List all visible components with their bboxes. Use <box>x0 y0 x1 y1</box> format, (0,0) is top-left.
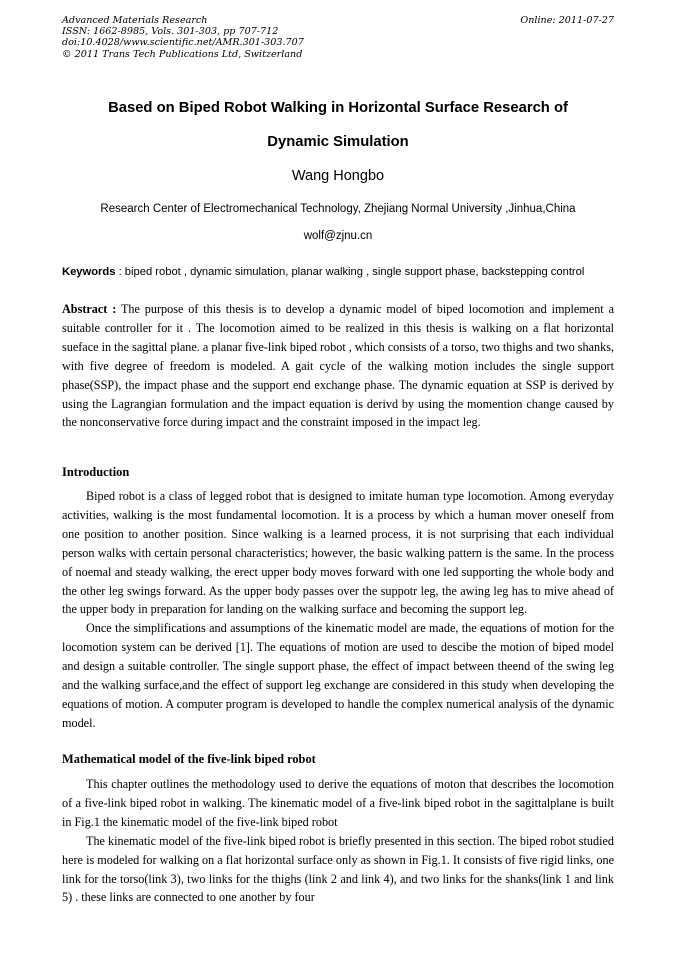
intro-paragraph-1: Biped robot is a class of legged robot that is designed to imitate human type locomotion. Among everyday activities, walking is the most fundamental locomotion. It is a process by which a human mover oneself from one position to another position. Since walking is a learned process, it is not surprising that each individual person walks with certain personal characteristics; however, the basic walking pattern is the same. In the process of noemal and steady walking, the erect upper body moves forward with one led supporting the whole body and the other leg swings forward. As the upper body passes over the suppotr leg, the awing leg has to mive ahead of the upper body in preparation for landing on the walking surface and becoming the support leg. <box>62 489 614 617</box>
introduction-section <box>62 487 614 733</box>
introduction-heading: Introduction <box>62 465 130 479</box>
keywords-label: Keywords <box>62 266 116 278</box>
math-model-section <box>62 775 614 907</box>
author-email: wolf@zjnu.cn <box>303 230 373 242</box>
title-line-1: Based on Biped Robot Walking in Horizontal Surface Research of <box>108 100 568 116</box>
keywords-block <box>62 264 614 281</box>
abstract-block <box>62 300 614 432</box>
keywords-text: : biped robot , dynamic simulation, planar walking , single support phase, backstepping control <box>115 266 585 278</box>
title-line-2: Dynamic Simulation <box>267 134 409 150</box>
copyright-line: © 2011 Trans Tech Publications Ltd, Switzerland <box>62 48 303 60</box>
abstract-text: The purpose of this thesis is to develop a dynamic model of biped locomotion and implement a suitable controller for it . The locomotion aimed to be realized in this thesis is walking on a flat horizontal sueface in the sagittal plane. a planar five-link biped robot , which consists of a torso, two thighs and two shanks, with five degree of freedom is modeled. A gait cycle of the walking motion includes the single support phase(SSP), the impact phase and the support end exchange phase. The dynamic equation at SSP is derived by using the Lagrangian formulation and the impact equation is derivd by using the momention change caused by the nonconservative force during impact and the constraint imposed in the impact leg. <box>62 302 614 430</box>
author-name: Wang Hongbo <box>291 168 385 184</box>
online-date: Online: 2011-07-27 <box>520 15 614 26</box>
journal-name: Advanced Materials Research <box>62 15 208 26</box>
author-affiliation: Research Center of Electromechanical Technology, Zhejiang Normal University ,Jinhua,China <box>100 203 576 215</box>
doi-line: doi:10.4028/www.scientific.net/AMR.301-303.707 <box>62 37 304 49</box>
journal-header <box>62 15 392 60</box>
math-paragraph-1: This chapter outlines the methodology used to derive the equations of moton that describes the locomotion of a five-link biped robot in walking. The kinematic model of a five-link biped robot in the sagittalplane is built in Fig.1 the kinematic model of the five-link biped robot <box>62 777 614 829</box>
abstract-label: Abstract : <box>62 302 117 316</box>
intro-paragraph-2: Once the simplifications and assumptions of the kinematic model are made, the equations of motion for the locomotion system can be derived [1]. The equations of motion are used to descibe the motion of biped model and design a suitable controller. The single support phase, the effect of impact between theend of the swing leg and the walking surface,and the effect of support leg exchange are considered in this study when developing the equations of motion. A computer program is developed to handle the complex numerical analysis of the dynamic model. <box>62 621 614 730</box>
math-paragraph-2: The kinematic model of the five-link biped robot is briefly presented in this section. The biped robot studied here is modeled for walking on a flat horizontal surface only as shown in Fig.1. It consists of five rigid links, one link for the torso(link 3), two links for the thighs (link 2 and link 4), and two links for the shanks(link 1 and link 5) . these links are connected to one another by four <box>62 833 614 905</box>
math-model-heading: Mathematical model of the five-link biped robot <box>62 752 316 766</box>
paper-title <box>62 91 614 159</box>
issn-line: ISSN: 1662-8985, Vols. 301-303, pp 707-712 <box>62 26 279 38</box>
